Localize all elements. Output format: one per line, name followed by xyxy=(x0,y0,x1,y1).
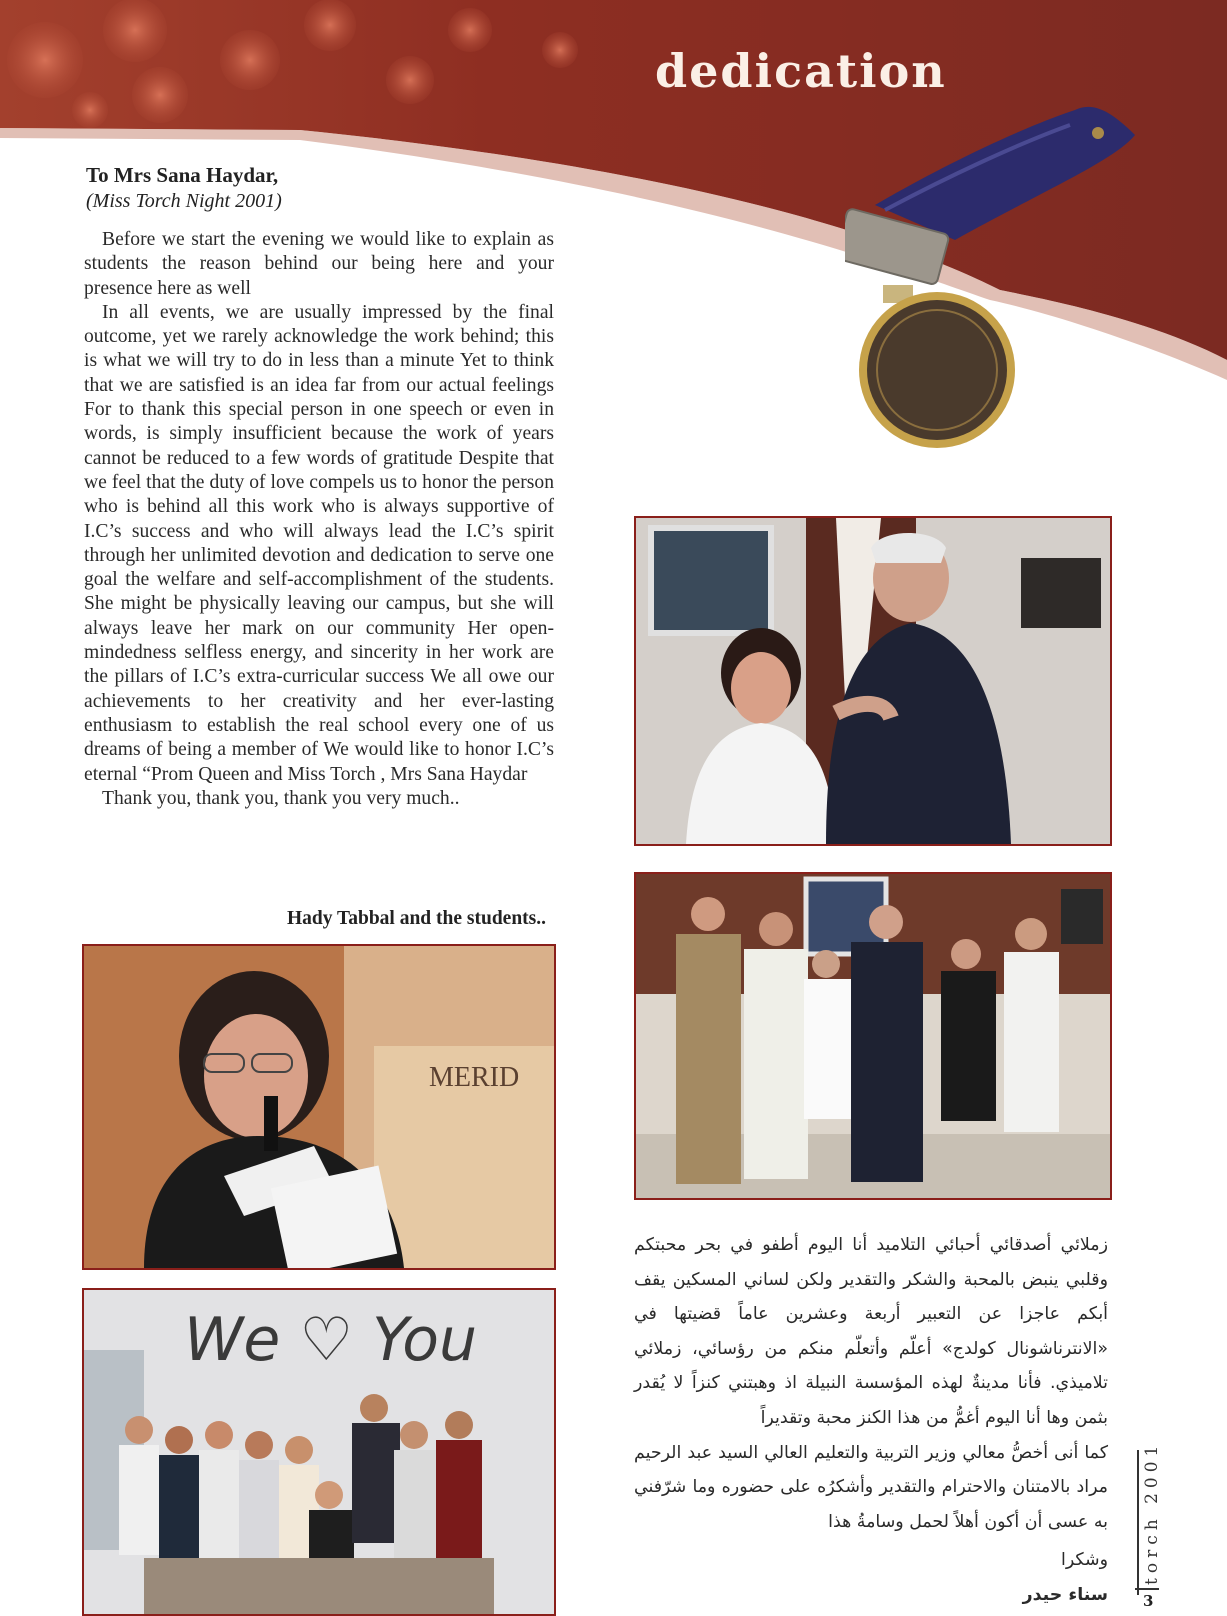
medal-image xyxy=(845,90,1205,480)
page-number: 3 xyxy=(1143,1592,1154,1610)
arabic-paragraph: زملائي أصدقائي أحبائي التلاميد أنا اليوم أطفو في بحر محبتكم وقلبي ينبض بالمحبة والشكر والتقدير ولكن لساني المسكين يقف أبكم عاجزا عن التعبير أربعة وعشرين عاماً قضيتها في «الانترناشونال كولدج» أعلّم وأتعلّم منكم من رؤسائي، زملائي تلاميذي. فأنا مدينةٌ لهذه المؤسسة النبيلة اذ وهبتني كنزاً لا يُقدر بثمن وها أنا اليوم أغمُّ من هذا الكنز محبة وتقديراً xyxy=(634,1235,1108,1428)
arabic-letter xyxy=(634,1228,1108,1613)
letter-paragraph: In all events, we are usually impressed by the final outcome, yet we rarely acknowledge the work behind; this is what we will try to do in less than a minute Yet to think that we are satisfied is an idea far from our actual feelings For to thank this special person in one speech or even in words, is simply insufficient because the work of years cannot be reduced to a few words of gratitude Despite that we feel that the duty of love compels us to honor the person who is behind all this work who is always supportive of I.C’s success and who will always lead the I.C’s spirit through her unlimited devotion and dedication to serve one goal the welfare and self-accomplishment of the students. She might be physically leaving our campus, but she will always leave her mark on our community Her open-mindedness selfless energy, and sincerity in her work are the pillars of I.C’s extra-curricular success We all owe our achievements to her creativity and her ever-lasting enthusiasm to establish the real school every one of us dreams of being a member of We would like to honor I.C’s eternal “Prom Queen and Miss Torch , Mrs Sana Haydar xyxy=(84,301,554,785)
section-title: dedication xyxy=(655,44,947,98)
wall-text: We ♡ You xyxy=(184,1305,477,1375)
letter-paragraph: Thank you, thank you, thank you very much.. xyxy=(102,787,460,809)
photo-group xyxy=(634,872,1112,1200)
photo-medal-pinning xyxy=(634,516,1112,846)
arabic-closing: وشكرا xyxy=(1060,1550,1108,1571)
publication-name: torch 2001 xyxy=(1142,1440,1162,1585)
arabic-paragraph: كما أنى أخصُّ معالي وزير التربية والتعليم العالي السيد عبد الرحيم مراد بالامتنان والاحترام والتقدير وأشكرُه على حضوره وما شرّفني به عسى أن أكون أهلاً لحمل وسامةُ هذا xyxy=(634,1442,1108,1532)
footer-rule xyxy=(1137,1450,1139,1595)
arabic-signature: سناء حيدر xyxy=(1022,1584,1108,1605)
addressee-name: To Mrs Sana Haydar, xyxy=(86,163,279,187)
photo-speech xyxy=(82,944,556,1270)
letter-paragraph: Before we start the evening we would like to explain as students the reason behind our being here and your presence here as well xyxy=(84,229,554,299)
footer-rule-horizontal xyxy=(1135,1588,1159,1590)
addressee-subtitle: (Miss Torch Night 2001) xyxy=(86,190,282,212)
photo-students xyxy=(82,1288,556,1616)
letter-addressee xyxy=(86,162,556,214)
podium-logo-text: MERID xyxy=(429,1062,520,1093)
letter-body xyxy=(84,228,554,811)
letter-signature: Hady Tabbal and the students.. xyxy=(286,908,546,929)
